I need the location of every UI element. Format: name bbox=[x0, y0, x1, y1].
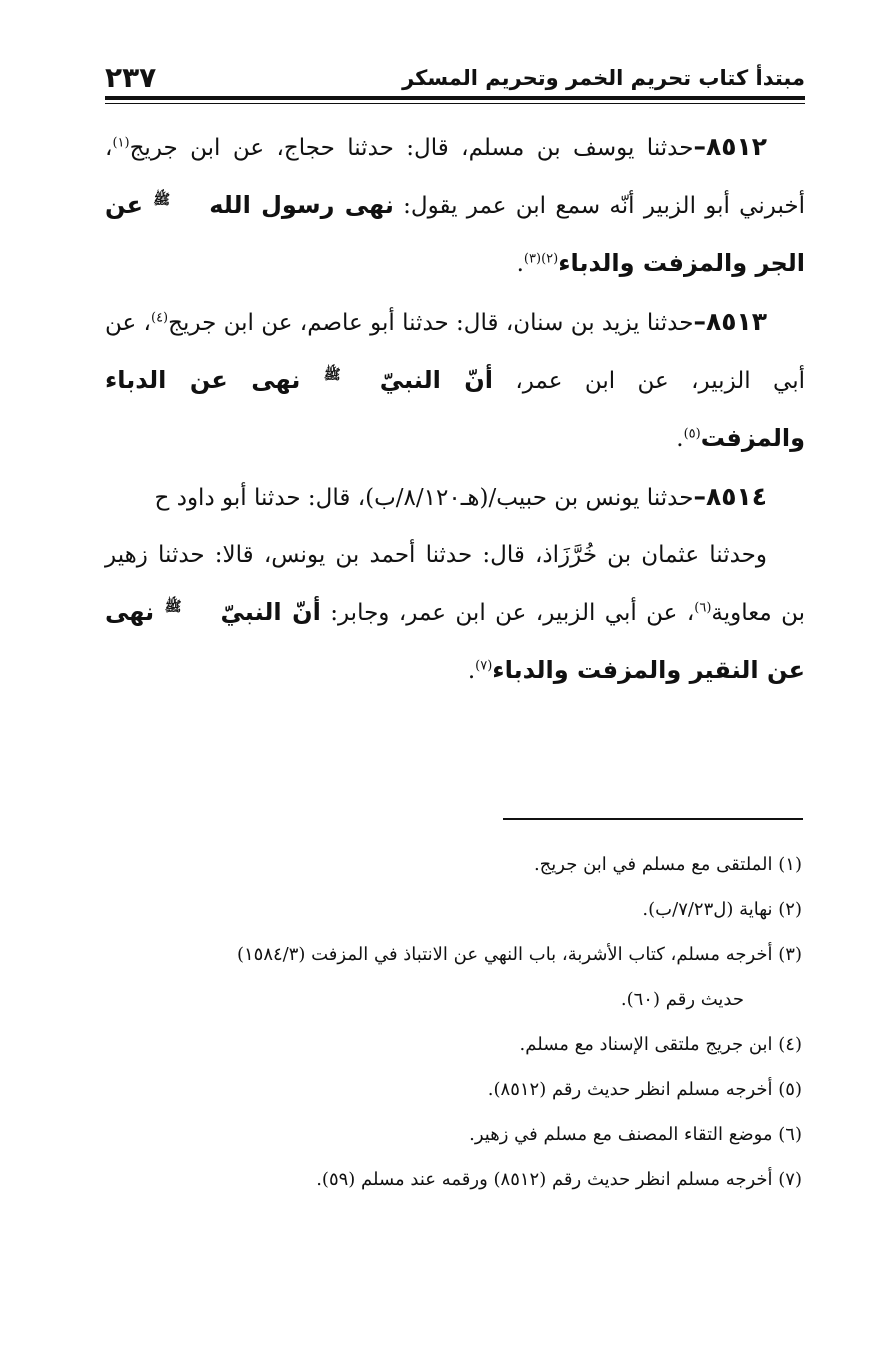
hadith-8513 bbox=[105, 293, 805, 468]
hadith-number: ٨٥١٤ bbox=[705, 482, 767, 511]
footnote-ref: (٧) bbox=[475, 658, 493, 674]
footnote-separator bbox=[503, 818, 803, 820]
header-rule-thin bbox=[105, 103, 805, 104]
hadith-dash: – bbox=[693, 132, 706, 161]
hadith-number: ٨٥١٢ bbox=[705, 132, 767, 161]
running-header bbox=[105, 60, 805, 96]
salutation-glyph: ﷺ bbox=[153, 192, 171, 209]
footnote-3-continuation: حديث رقم (٦٠). bbox=[620, 989, 744, 1010]
footnote-ref: (١) bbox=[112, 135, 130, 151]
hadith-8514 bbox=[105, 468, 805, 527]
hadith-8512 bbox=[105, 118, 805, 293]
footnote-ref: (٦) bbox=[694, 600, 712, 616]
hadith-matn: أنّ النبيّ bbox=[379, 366, 493, 394]
hadith-text: ، عن أبي الزبير، عن ابن عمر، bbox=[105, 310, 806, 394]
header-title: مبتدأ كتاب تحريم الخمر وتحريم المسكر bbox=[402, 66, 805, 90]
hadith-text: وحدثنا عثمان بن خُرَّزَاذ، قال: حدثنا أحمد بن يونس، قالا: حدثنا زهير بن معاوية bbox=[105, 542, 806, 626]
footnote-ref: (٤) bbox=[150, 310, 169, 326]
hadith-dash: – bbox=[693, 307, 706, 336]
footnote-ref: (٥) bbox=[683, 426, 701, 442]
salutation-glyph: ﷺ bbox=[164, 599, 182, 616]
hadith-text: ، عن أبي الزبير، عن ابن عمر، وجابر: bbox=[320, 600, 695, 626]
footnote-5: (٥) أخرجه مسلم انظر حديث رقم (٨٥١٢). bbox=[487, 1079, 802, 1100]
page-number: ٢٣٧ bbox=[105, 61, 157, 94]
hadith-text: حدثنا يزيد بن سنان، قال: حدثنا أبو عاصم، عن ابن جريج bbox=[168, 310, 694, 336]
footnote-ref: (٣) bbox=[523, 251, 542, 267]
footnote-ref: (٢) bbox=[541, 251, 559, 267]
main-text bbox=[105, 118, 805, 700]
salutation-glyph: ﷺ bbox=[323, 367, 341, 384]
hadith-end: . bbox=[467, 658, 476, 684]
hadith-8514-continuation bbox=[105, 527, 805, 700]
header-rule bbox=[105, 96, 805, 100]
hadith-end: . bbox=[516, 251, 524, 277]
footnote-7: (٧) أخرجه مسلم انظر حديث رقم (٨٥١٢) ورقمه عند مسلم (٥٩). bbox=[316, 1169, 802, 1190]
hadith-matn: نهى عن الدباء والمزفت bbox=[105, 366, 805, 452]
hadith-dash: – bbox=[693, 482, 706, 511]
footnotes bbox=[90, 842, 802, 1202]
hadith-text: ، أخبرني أبو الزبير أنّه سمع ابن عمر يقول: bbox=[105, 135, 805, 219]
footnote-3: (٣) أخرجه مسلم، كتاب الأشربة، باب النهي عن الانتباذ في المزفت (١٥٨٤/٣) bbox=[236, 944, 802, 965]
hadith-matn: نهى رسول الله bbox=[209, 191, 394, 219]
footnote-2: (٢) نهاية (ل٧/٢٣/ب). bbox=[642, 899, 802, 920]
footnote-6: (٦) موضع التقاء المصنف مع مسلم في زهير. bbox=[469, 1124, 802, 1145]
hadith-text: حدثنا يوسف بن مسلم، قال: حدثنا حجاج، عن ابن جريج bbox=[129, 135, 694, 161]
hadith-matn: عن الجر والمزفت والدباء bbox=[105, 191, 805, 277]
footnote-4: (٤) ابن جريج ملتقى الإسناد مع مسلم. bbox=[519, 1034, 802, 1055]
hadith-number: ٨٥١٣ bbox=[705, 307, 768, 336]
footnote-1: (١) الملتقى مع مسلم في ابن جريج. bbox=[533, 854, 802, 875]
hadith-text: حدثنا يونس بن حبيب/(هـ٨/١٢٠/ب)، قال: حدثنا أبو داود ح bbox=[154, 485, 694, 511]
hadith-end: . bbox=[676, 426, 684, 452]
hadith-matn: نهى عن النقير والمزفت والدباء bbox=[105, 598, 805, 684]
hadith-matn: أنّ النبيّ bbox=[220, 598, 321, 626]
